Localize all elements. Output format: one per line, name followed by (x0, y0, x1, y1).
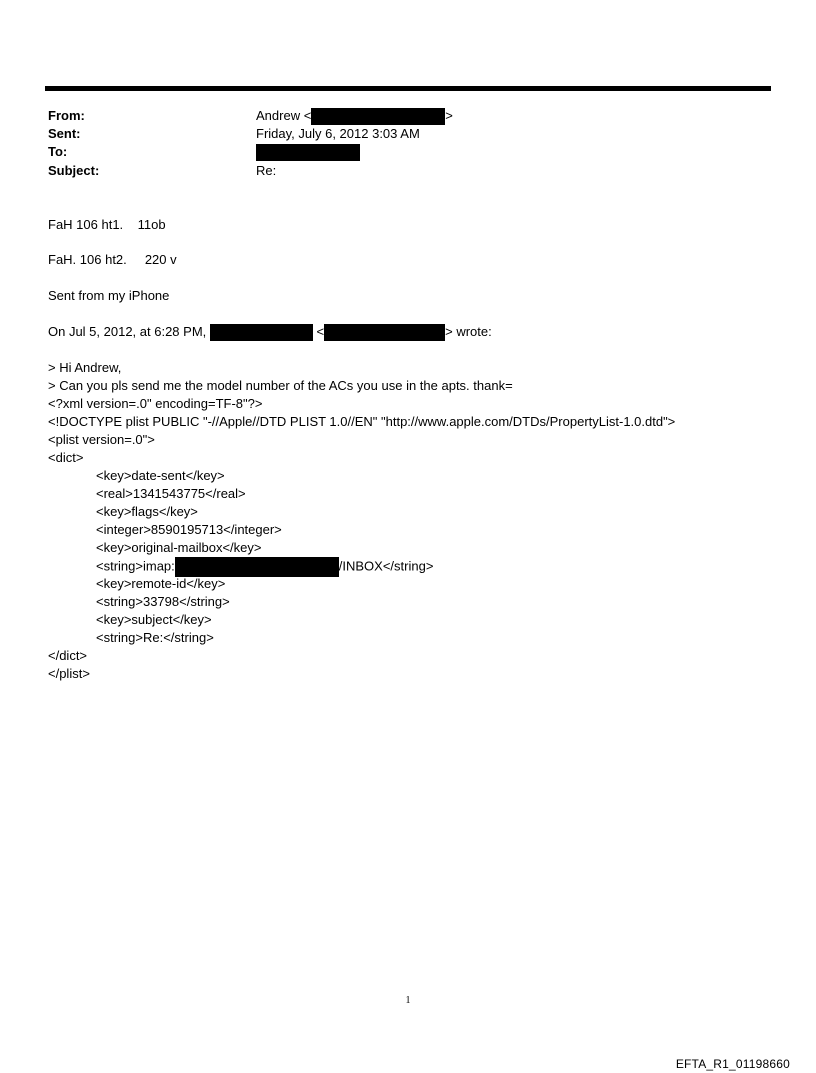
signature-line: Sent from my iPhone (48, 288, 170, 303)
redaction-block (210, 324, 313, 341)
redaction-block (256, 144, 360, 161)
closing-line: </plist> (48, 666, 90, 681)
sent-value: Friday, July 6, 2012 3:03 AM (256, 126, 420, 141)
quote-intro-start: On Jul 5, 2012, at 6:28 PM, (48, 324, 207, 339)
redaction-block (311, 108, 445, 125)
imap-start: <string>imap: (96, 558, 175, 574)
dict-line: <key>remote-id</key> (96, 576, 226, 591)
to-label: To: (48, 144, 68, 159)
bates-number: EFTA_R1_01198660 (675, 1057, 790, 1071)
subject-label: Subject: (48, 163, 100, 178)
redaction-block (324, 324, 445, 341)
from-name: Andrew < (256, 108, 312, 123)
body-line: FaH. 106 ht2. 220 v (48, 252, 177, 267)
quote-intro (48, 323, 492, 341)
quoted-line: <dict> (48, 450, 84, 465)
dict-line: <key>subject</key> (96, 612, 212, 627)
quoted-line: > Can you pls send me the model number of the ACs you use in the apts. thank= (48, 378, 513, 393)
redaction-block (175, 557, 339, 577)
dict-line: <real>1341543775</real> (96, 486, 246, 501)
quote-intro-lt: < (316, 324, 325, 339)
quoted-line: <plist version=.0"> (48, 432, 155, 447)
dict-line-imap (96, 557, 433, 577)
dict-line: <integer>8590195713</integer> (96, 522, 282, 537)
sent-label: Sent: (48, 126, 81, 141)
subject-value: Re: (256, 163, 277, 178)
imap-end: /INBOX</string> (338, 558, 434, 574)
dict-line: <key>original-mailbox</key> (96, 540, 262, 555)
from-close: > (445, 108, 453, 123)
quoted-line: <!DOCTYPE plist PUBLIC "-//Apple//DTD PLIST 1.0//EN" "http://www.apple.com/DTDs/PropertyList-1.0.dtd"> (48, 414, 676, 429)
quote-intro-end: > wrote: (445, 324, 492, 339)
quoted-line: <?xml version=.0" encoding=TF-8"?> (48, 396, 263, 411)
body-line: FaH 106 ht1. 11ob (48, 217, 166, 232)
from-label: From: (48, 108, 85, 123)
page-number: 1 (405, 995, 411, 1006)
dict-line: <key>flags</key> (96, 504, 198, 519)
dict-line: <string>33798</string> (96, 594, 230, 609)
quoted-line: > Hi Andrew, (48, 360, 122, 375)
from-value (256, 107, 453, 125)
to-value (256, 143, 360, 161)
dict-line: <key>date-sent</key> (96, 468, 225, 483)
dict-line: <string>Re:</string> (96, 630, 214, 645)
closing-line: </dict> (48, 648, 88, 663)
header-rule (45, 86, 771, 91)
